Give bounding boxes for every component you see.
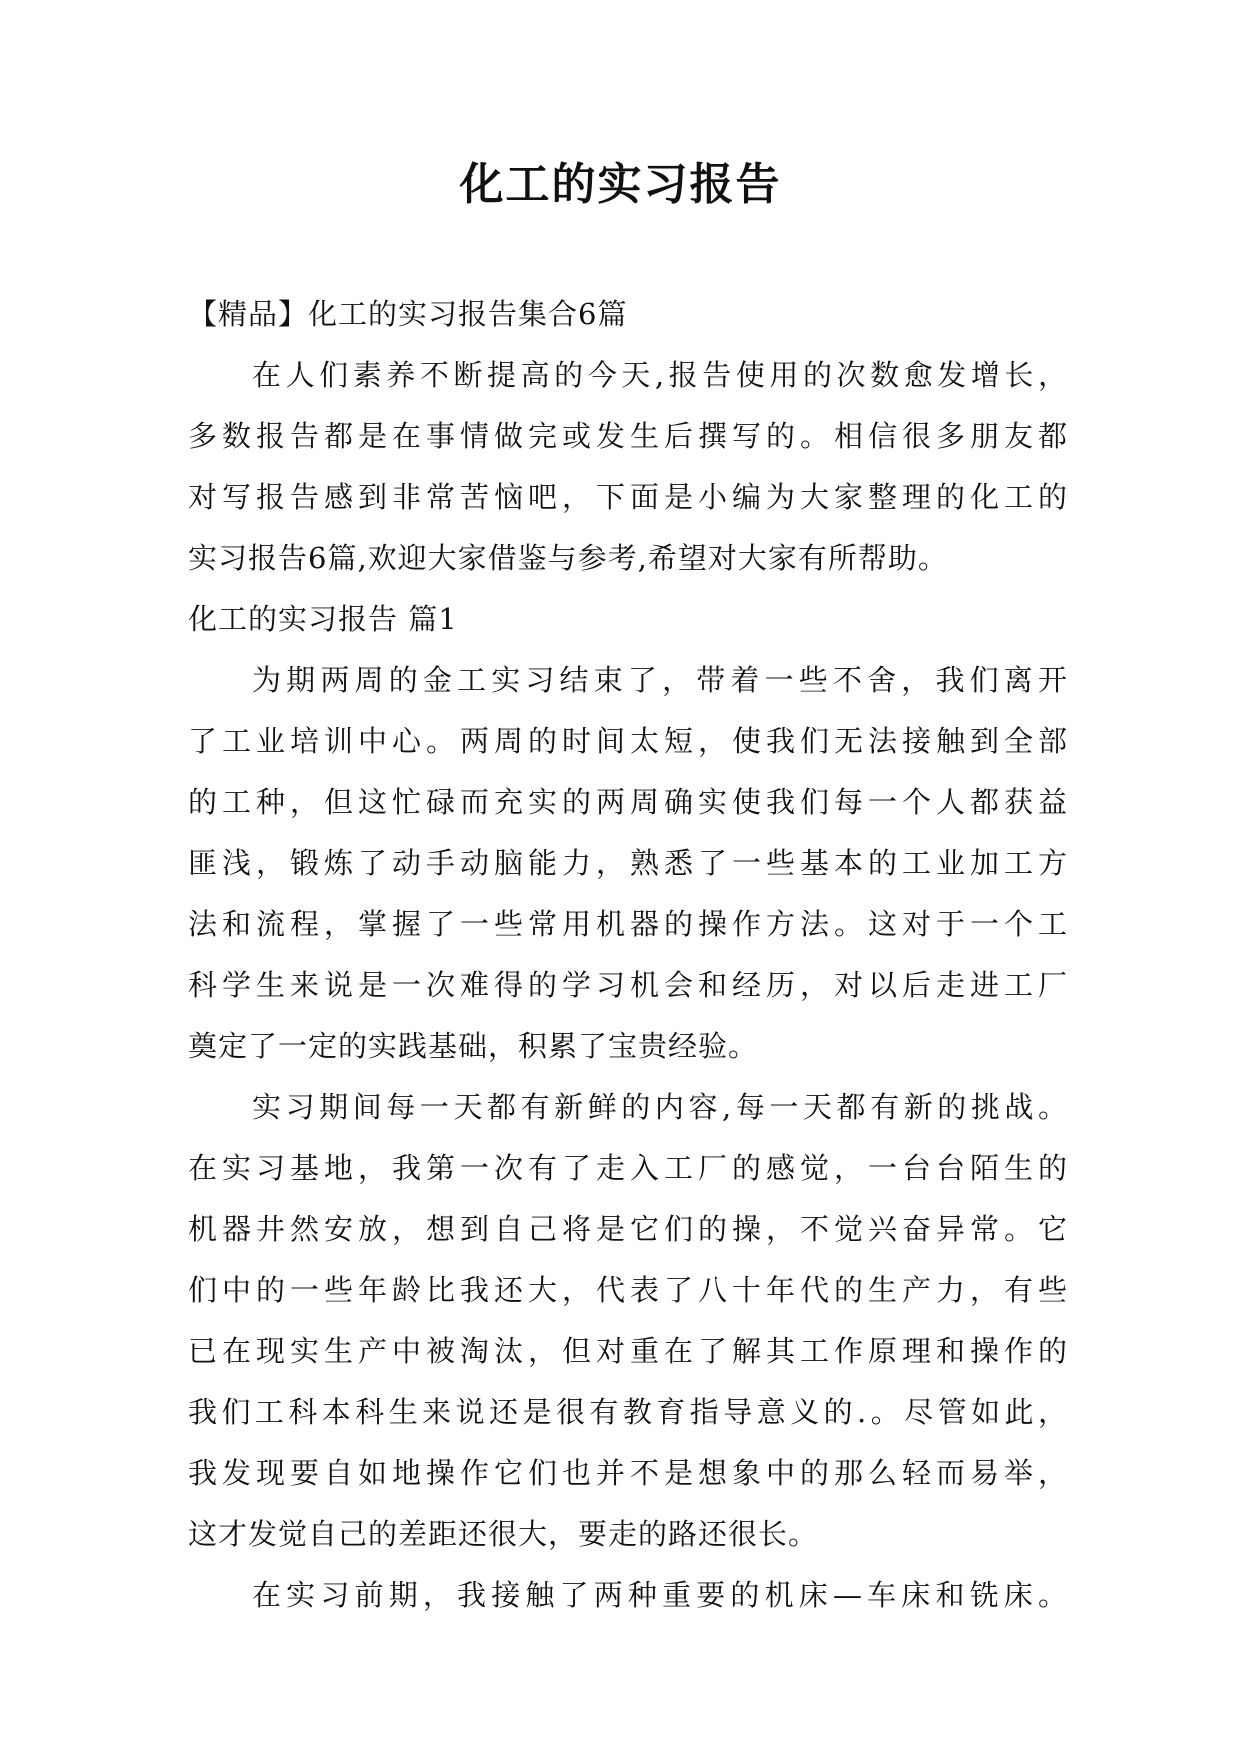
text-line: 这才发觉自己的差距还很大，要走的路还很长。 bbox=[188, 1517, 819, 1551]
text-line: 法和流程，掌握了一些常用机器的操作方法。这对于一个工 bbox=[188, 907, 1068, 941]
text-line: 对写报告感到非常苦恼吧，下面是小编为大家整理的化工的 bbox=[188, 480, 1068, 514]
text-line: 们中的一些年龄比我还大，代表了八十年代的生产力，有些 bbox=[188, 1273, 1068, 1307]
text-line: 化工的实习报告 篇1 bbox=[188, 602, 458, 636]
text-line: 在实习前期，我接触了两种重要的机床—车床和铣床。 bbox=[252, 1578, 1068, 1612]
text-line: 在实习基地，我第一次有了走入工厂的感觉，一台台陌生的 bbox=[188, 1151, 1068, 1185]
text-line: 匪浅，锻炼了动手动脑能力，熟悉了一些基本的工业加工方 bbox=[188, 846, 1068, 880]
text-line: 在人们素养不断提高的今天,报告使用的次数愈发增长， bbox=[252, 358, 1068, 392]
text-line: 的工种，但这忙碌而充实的两周确实使我们每一个人都获益 bbox=[188, 785, 1068, 819]
document-body bbox=[188, 284, 1068, 1626]
text-line: 已在现实生产中被淘汰，但对重在了解其工作原理和操作的 bbox=[188, 1334, 1068, 1368]
text-line: 【精品】化工的实习报告集合6篇 bbox=[188, 297, 628, 331]
text-line: 了工业培训中心。两周的时间太短，使我们无法接触到全部 bbox=[188, 724, 1068, 758]
text-line: 科学生来说是一次难得的学习机会和经历，对以后走进工厂 bbox=[188, 968, 1068, 1002]
document-title: 化工的实习报告 bbox=[459, 159, 782, 210]
text-line: 机器井然安放，想到自己将是它们的操，不觉兴奋异常。它 bbox=[188, 1212, 1068, 1246]
text-line: 我发现要自如地操作它们也并不是想象中的那么轻而易举， bbox=[188, 1456, 1068, 1490]
text-line: 奠定了一定的实践基础，积累了宝贵经验。 bbox=[188, 1029, 759, 1063]
text-line: 我们工科本科生来说还是很有教育指导意义的.。尽管如此， bbox=[188, 1395, 1068, 1429]
text-line: 实习期间每一天都有新鲜的内容,每一天都有新的挑战。 bbox=[252, 1090, 1068, 1124]
text-line: 多数报告都是在事情做完或发生后撰写的。相信很多朋友都 bbox=[188, 419, 1068, 453]
text-line: 实习报告6篇,欢迎大家借鉴与参考,希望对大家有所帮助。 bbox=[188, 541, 948, 575]
text-line: 为期两周的金工实习结束了，带着一些不舍，我们离开 bbox=[252, 663, 1068, 697]
